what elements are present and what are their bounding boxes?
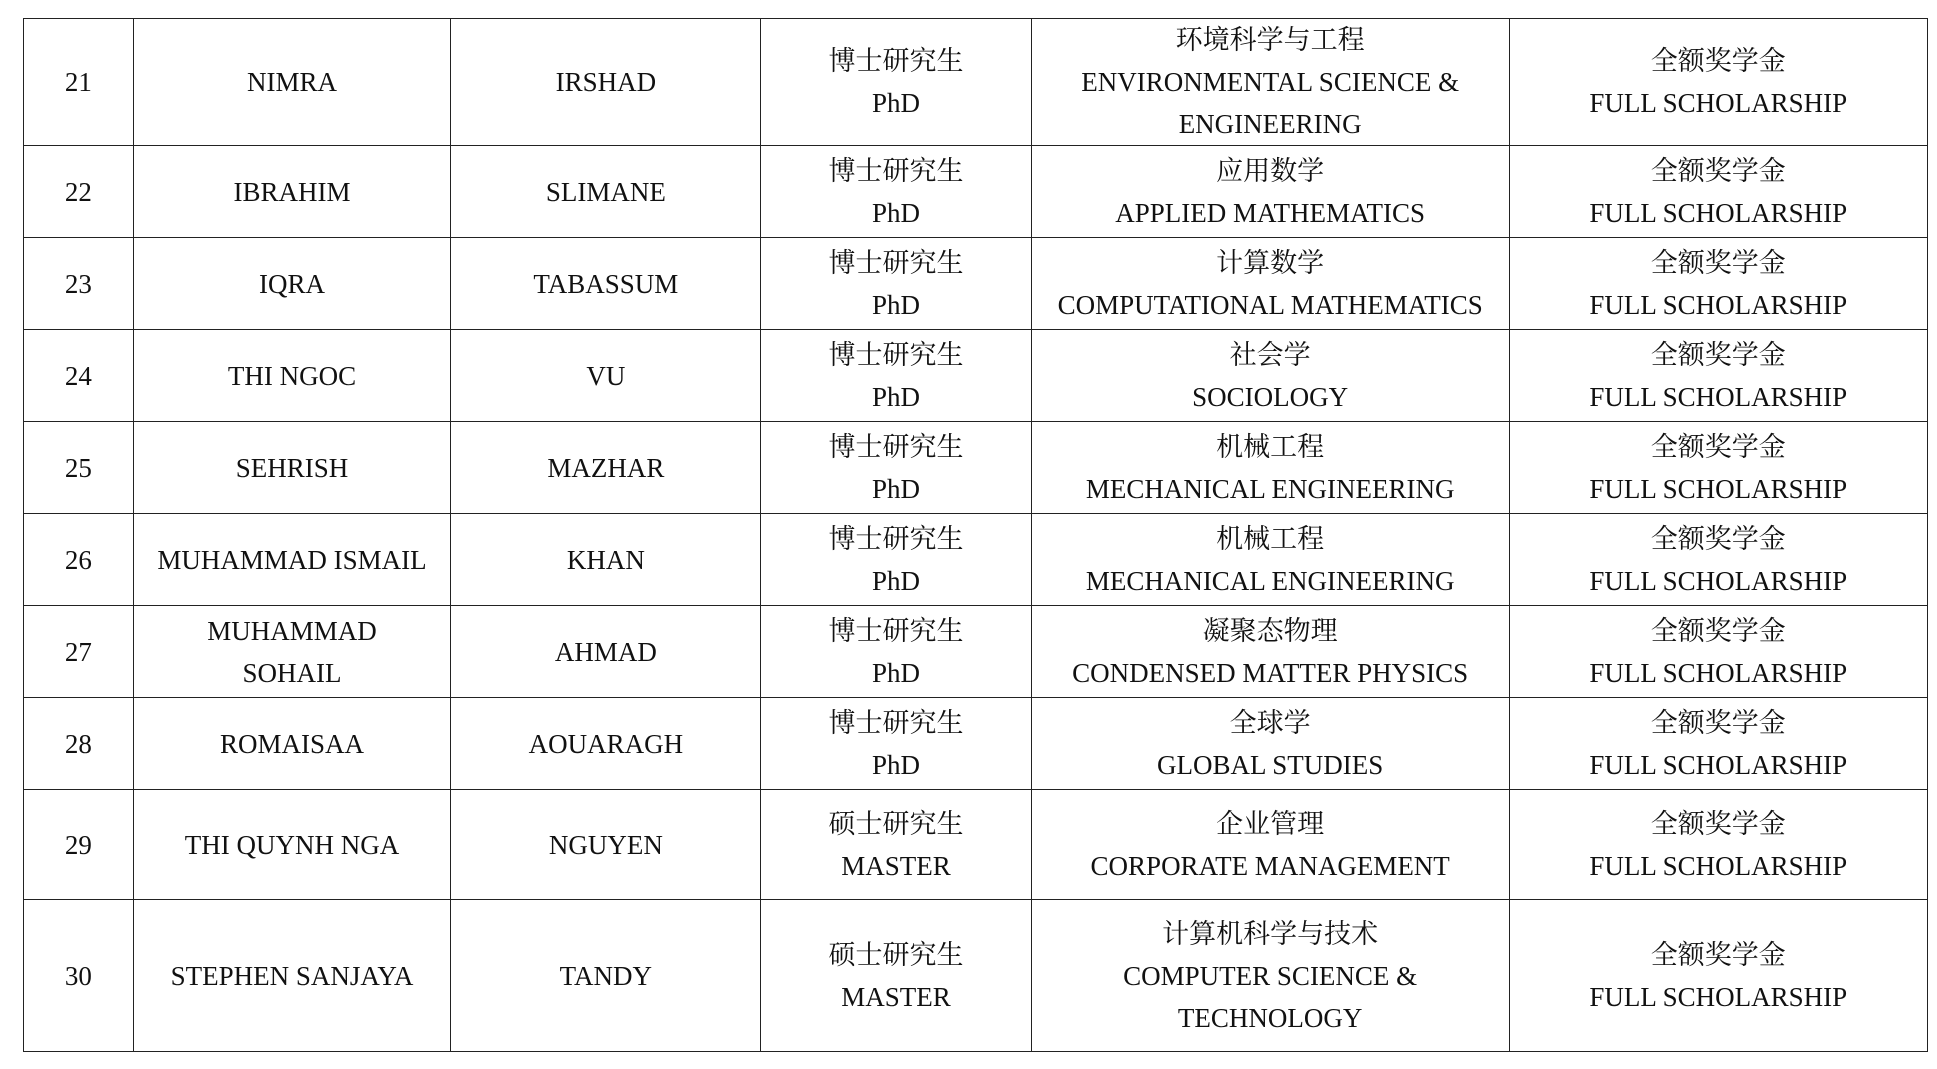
award-cn: 全额奖学金 bbox=[1650, 615, 1786, 646]
major-cn: 全球学 bbox=[1229, 707, 1311, 738]
family-name: AHMAD bbox=[554, 636, 657, 667]
row-number: 27 bbox=[64, 636, 92, 667]
row-number-cell bbox=[24, 330, 134, 422]
row-number-cell bbox=[24, 238, 134, 330]
major-cn: 社会学 bbox=[1229, 339, 1311, 370]
major-cell bbox=[1031, 146, 1509, 238]
degree-level-en: PhD bbox=[872, 749, 921, 780]
row-number: 22 bbox=[64, 176, 92, 207]
given-name-line: SEHRISH bbox=[235, 452, 349, 483]
row-number: 23 bbox=[64, 268, 92, 299]
degree-level-cn: 博士研究生 bbox=[828, 615, 964, 646]
award-en: FULL SCHOLARSHIP bbox=[1589, 197, 1848, 228]
degree-level-cn: 硕士研究生 bbox=[828, 808, 964, 839]
award-cell bbox=[1509, 146, 1927, 238]
family-name: MAZHAR bbox=[547, 452, 665, 483]
award-en: FULL SCHOLARSHIP bbox=[1589, 565, 1848, 596]
row-number-cell bbox=[24, 698, 134, 790]
major-cell bbox=[1031, 19, 1509, 146]
row-number-cell bbox=[24, 606, 134, 698]
award-cell bbox=[1509, 514, 1927, 606]
row-number: 25 bbox=[64, 452, 92, 483]
award-cn: 全额奖学金 bbox=[1650, 247, 1786, 278]
degree-level-en: MASTER bbox=[841, 981, 951, 1012]
row-number-cell bbox=[24, 514, 134, 606]
major-en-line: MECHANICAL ENGINEERING bbox=[1085, 473, 1455, 504]
row-number-cell bbox=[24, 790, 134, 900]
degree-level-en: PhD bbox=[872, 88, 921, 118]
row-number-cell bbox=[24, 19, 134, 146]
award-cell bbox=[1509, 330, 1927, 422]
table-row bbox=[24, 900, 1928, 1052]
award-en: FULL SCHOLARSHIP bbox=[1589, 850, 1848, 881]
degree-level-cn: 硕士研究生 bbox=[828, 939, 964, 970]
major-cn: 应用数学 bbox=[1216, 155, 1325, 186]
award-cell bbox=[1509, 19, 1927, 146]
given-name-cell bbox=[133, 19, 451, 146]
major-cn: 计算数学 bbox=[1216, 247, 1325, 278]
degree-level-cn: 博士研究生 bbox=[828, 247, 964, 278]
degree-level-en: PhD bbox=[872, 565, 921, 596]
family-name: IRSHAD bbox=[555, 67, 657, 97]
major-en-line: CORPORATE MANAGEMENT bbox=[1090, 850, 1450, 881]
degree-level-en: PhD bbox=[872, 657, 921, 688]
given-name-line: MUHAMMAD bbox=[207, 615, 377, 646]
table-row bbox=[24, 514, 1928, 606]
major-cell bbox=[1031, 514, 1509, 606]
major-cn: 机械工程 bbox=[1216, 431, 1325, 462]
major-en-line: APPLIED MATHEMATICS bbox=[1115, 197, 1426, 228]
family-name-cell bbox=[451, 19, 761, 146]
major-en-line: ENVIRONMENTAL SCIENCE & bbox=[1081, 67, 1460, 97]
award-cn: 全额奖学金 bbox=[1650, 939, 1786, 970]
family-name: NGUYEN bbox=[548, 829, 663, 860]
table-body bbox=[24, 19, 1928, 1052]
major-cell bbox=[1031, 422, 1509, 514]
degree-level-cell bbox=[761, 698, 1032, 790]
major-cn: 计算机科学与技术 bbox=[1162, 918, 1379, 949]
degree-level-cell bbox=[761, 238, 1032, 330]
row-number-cell bbox=[24, 146, 134, 238]
given-name-line: NIMRA bbox=[247, 67, 338, 97]
award-en: FULL SCHOLARSHIP bbox=[1589, 981, 1848, 1012]
degree-level-cn: 博士研究生 bbox=[828, 46, 964, 76]
major-cell bbox=[1031, 900, 1509, 1052]
major-en-line: COMPUTER SCIENCE & bbox=[1123, 960, 1418, 991]
given-name-cell bbox=[133, 790, 451, 900]
given-name-line: IQRA bbox=[259, 268, 326, 299]
major-en-line: CONDENSED MATTER PHYSICS bbox=[1072, 657, 1469, 688]
award-cell bbox=[1509, 698, 1927, 790]
major-cell bbox=[1031, 238, 1509, 330]
award-en: FULL SCHOLARSHIP bbox=[1589, 289, 1848, 320]
family-name: VU bbox=[586, 360, 626, 391]
table-row bbox=[24, 698, 1928, 790]
major-cell bbox=[1031, 606, 1509, 698]
family-name: SLIMANE bbox=[545, 176, 666, 207]
award-cn: 全额奖学金 bbox=[1650, 523, 1786, 554]
major-cn: 机械工程 bbox=[1216, 523, 1325, 554]
degree-level-en: PhD bbox=[872, 381, 921, 412]
table-row bbox=[24, 146, 1928, 238]
family-name-cell bbox=[451, 422, 761, 514]
given-name-cell bbox=[133, 422, 451, 514]
degree-level-cn: 博士研究生 bbox=[828, 707, 964, 738]
major-en-line: TECHNOLOGY bbox=[1177, 1002, 1363, 1033]
family-name-cell bbox=[451, 330, 761, 422]
family-name-cell bbox=[451, 606, 761, 698]
given-name-cell bbox=[133, 146, 451, 238]
table-row bbox=[24, 790, 1928, 900]
row-number: 21 bbox=[64, 67, 92, 97]
given-name-line: STEPHEN SANJAYA bbox=[170, 960, 414, 991]
family-name: KHAN bbox=[566, 544, 645, 575]
family-name-cell bbox=[451, 900, 761, 1052]
major-en-line: SOCIOLOGY bbox=[1192, 381, 1349, 412]
major-en-line: MECHANICAL ENGINEERING bbox=[1085, 565, 1455, 596]
degree-level-en: PhD bbox=[872, 473, 921, 504]
award-cell bbox=[1509, 422, 1927, 514]
family-name: AOUARAGH bbox=[528, 728, 684, 759]
award-cn: 全额奖学金 bbox=[1650, 707, 1786, 738]
row-number: 30 bbox=[64, 960, 92, 991]
major-cell bbox=[1031, 330, 1509, 422]
degree-level-cn: 博士研究生 bbox=[828, 155, 964, 186]
table-row bbox=[24, 19, 1928, 146]
family-name: TABASSUM bbox=[533, 268, 679, 299]
major-cn: 环境科学与工程 bbox=[1175, 25, 1365, 55]
table-row bbox=[24, 606, 1928, 698]
row-number-cell bbox=[24, 900, 134, 1052]
award-cell bbox=[1509, 238, 1927, 330]
family-name-cell bbox=[451, 698, 761, 790]
row-number: 29 bbox=[64, 829, 92, 860]
award-en: FULL SCHOLARSHIP bbox=[1589, 381, 1848, 412]
major-cell bbox=[1031, 790, 1509, 900]
major-cn: 企业管理 bbox=[1216, 808, 1325, 839]
family-name-cell bbox=[451, 238, 761, 330]
award-cn: 全额奖学金 bbox=[1650, 46, 1786, 76]
degree-level-en: MASTER bbox=[841, 850, 951, 881]
degree-level-cn: 博士研究生 bbox=[828, 431, 964, 462]
degree-level-cell bbox=[761, 330, 1032, 422]
award-cn: 全额奖学金 bbox=[1650, 155, 1786, 186]
given-name-cell bbox=[133, 900, 451, 1052]
given-name-cell bbox=[133, 606, 451, 698]
major-cell bbox=[1031, 698, 1509, 790]
family-name-cell bbox=[451, 514, 761, 606]
award-en: FULL SCHOLARSHIP bbox=[1589, 88, 1848, 118]
degree-level-cell bbox=[761, 19, 1032, 146]
degree-level-cn: 博士研究生 bbox=[828, 523, 964, 554]
given-name-line: ROMAISAA bbox=[220, 728, 365, 759]
degree-level-cn: 博士研究生 bbox=[828, 339, 964, 370]
row-number: 24 bbox=[64, 360, 92, 391]
award-en: FULL SCHOLARSHIP bbox=[1589, 473, 1848, 504]
degree-level-cell bbox=[761, 514, 1032, 606]
given-name-cell bbox=[133, 330, 451, 422]
family-name: TANDY bbox=[559, 960, 652, 991]
given-name-line: SOHAIL bbox=[242, 657, 342, 688]
major-en-line: COMPUTATIONAL MATHEMATICS bbox=[1057, 289, 1483, 320]
given-name-line: THI NGOC bbox=[227, 360, 357, 391]
major-en-line: ENGINEERING bbox=[1178, 109, 1362, 139]
given-name-cell bbox=[133, 238, 451, 330]
degree-level-cell bbox=[761, 790, 1032, 900]
degree-level-cell bbox=[761, 606, 1032, 698]
family-name-cell bbox=[451, 790, 761, 900]
given-name-cell bbox=[133, 514, 451, 606]
major-cn: 凝聚态物理 bbox=[1202, 615, 1338, 646]
scholarship-table bbox=[23, 18, 1928, 1052]
award-cn: 全额奖学金 bbox=[1650, 431, 1786, 462]
major-en-line: GLOBAL STUDIES bbox=[1157, 749, 1384, 780]
given-name-line: MUHAMMAD ISMAIL bbox=[157, 544, 427, 575]
award-en: FULL SCHOLARSHIP bbox=[1589, 749, 1848, 780]
given-name-cell bbox=[133, 698, 451, 790]
given-name-line: IBRAHIM bbox=[233, 176, 351, 207]
award-cn: 全额奖学金 bbox=[1650, 808, 1786, 839]
award-cell bbox=[1509, 606, 1927, 698]
table-row bbox=[24, 238, 1928, 330]
award-en: FULL SCHOLARSHIP bbox=[1589, 657, 1848, 688]
table-row bbox=[24, 422, 1928, 514]
family-name-cell bbox=[451, 146, 761, 238]
row-number: 26 bbox=[64, 544, 92, 575]
degree-level-cell bbox=[761, 422, 1032, 514]
degree-level-cell bbox=[761, 146, 1032, 238]
degree-level-en: PhD bbox=[872, 289, 921, 320]
award-cell bbox=[1509, 790, 1927, 900]
degree-level-cell bbox=[761, 900, 1032, 1052]
row-number-cell bbox=[24, 422, 134, 514]
degree-level-en: PhD bbox=[872, 197, 921, 228]
table-row bbox=[24, 330, 1928, 422]
given-name-line: THI QUYNH NGA bbox=[184, 829, 400, 860]
row-number: 28 bbox=[64, 728, 92, 759]
award-cell bbox=[1509, 900, 1927, 1052]
award-cn: 全额奖学金 bbox=[1650, 339, 1786, 370]
